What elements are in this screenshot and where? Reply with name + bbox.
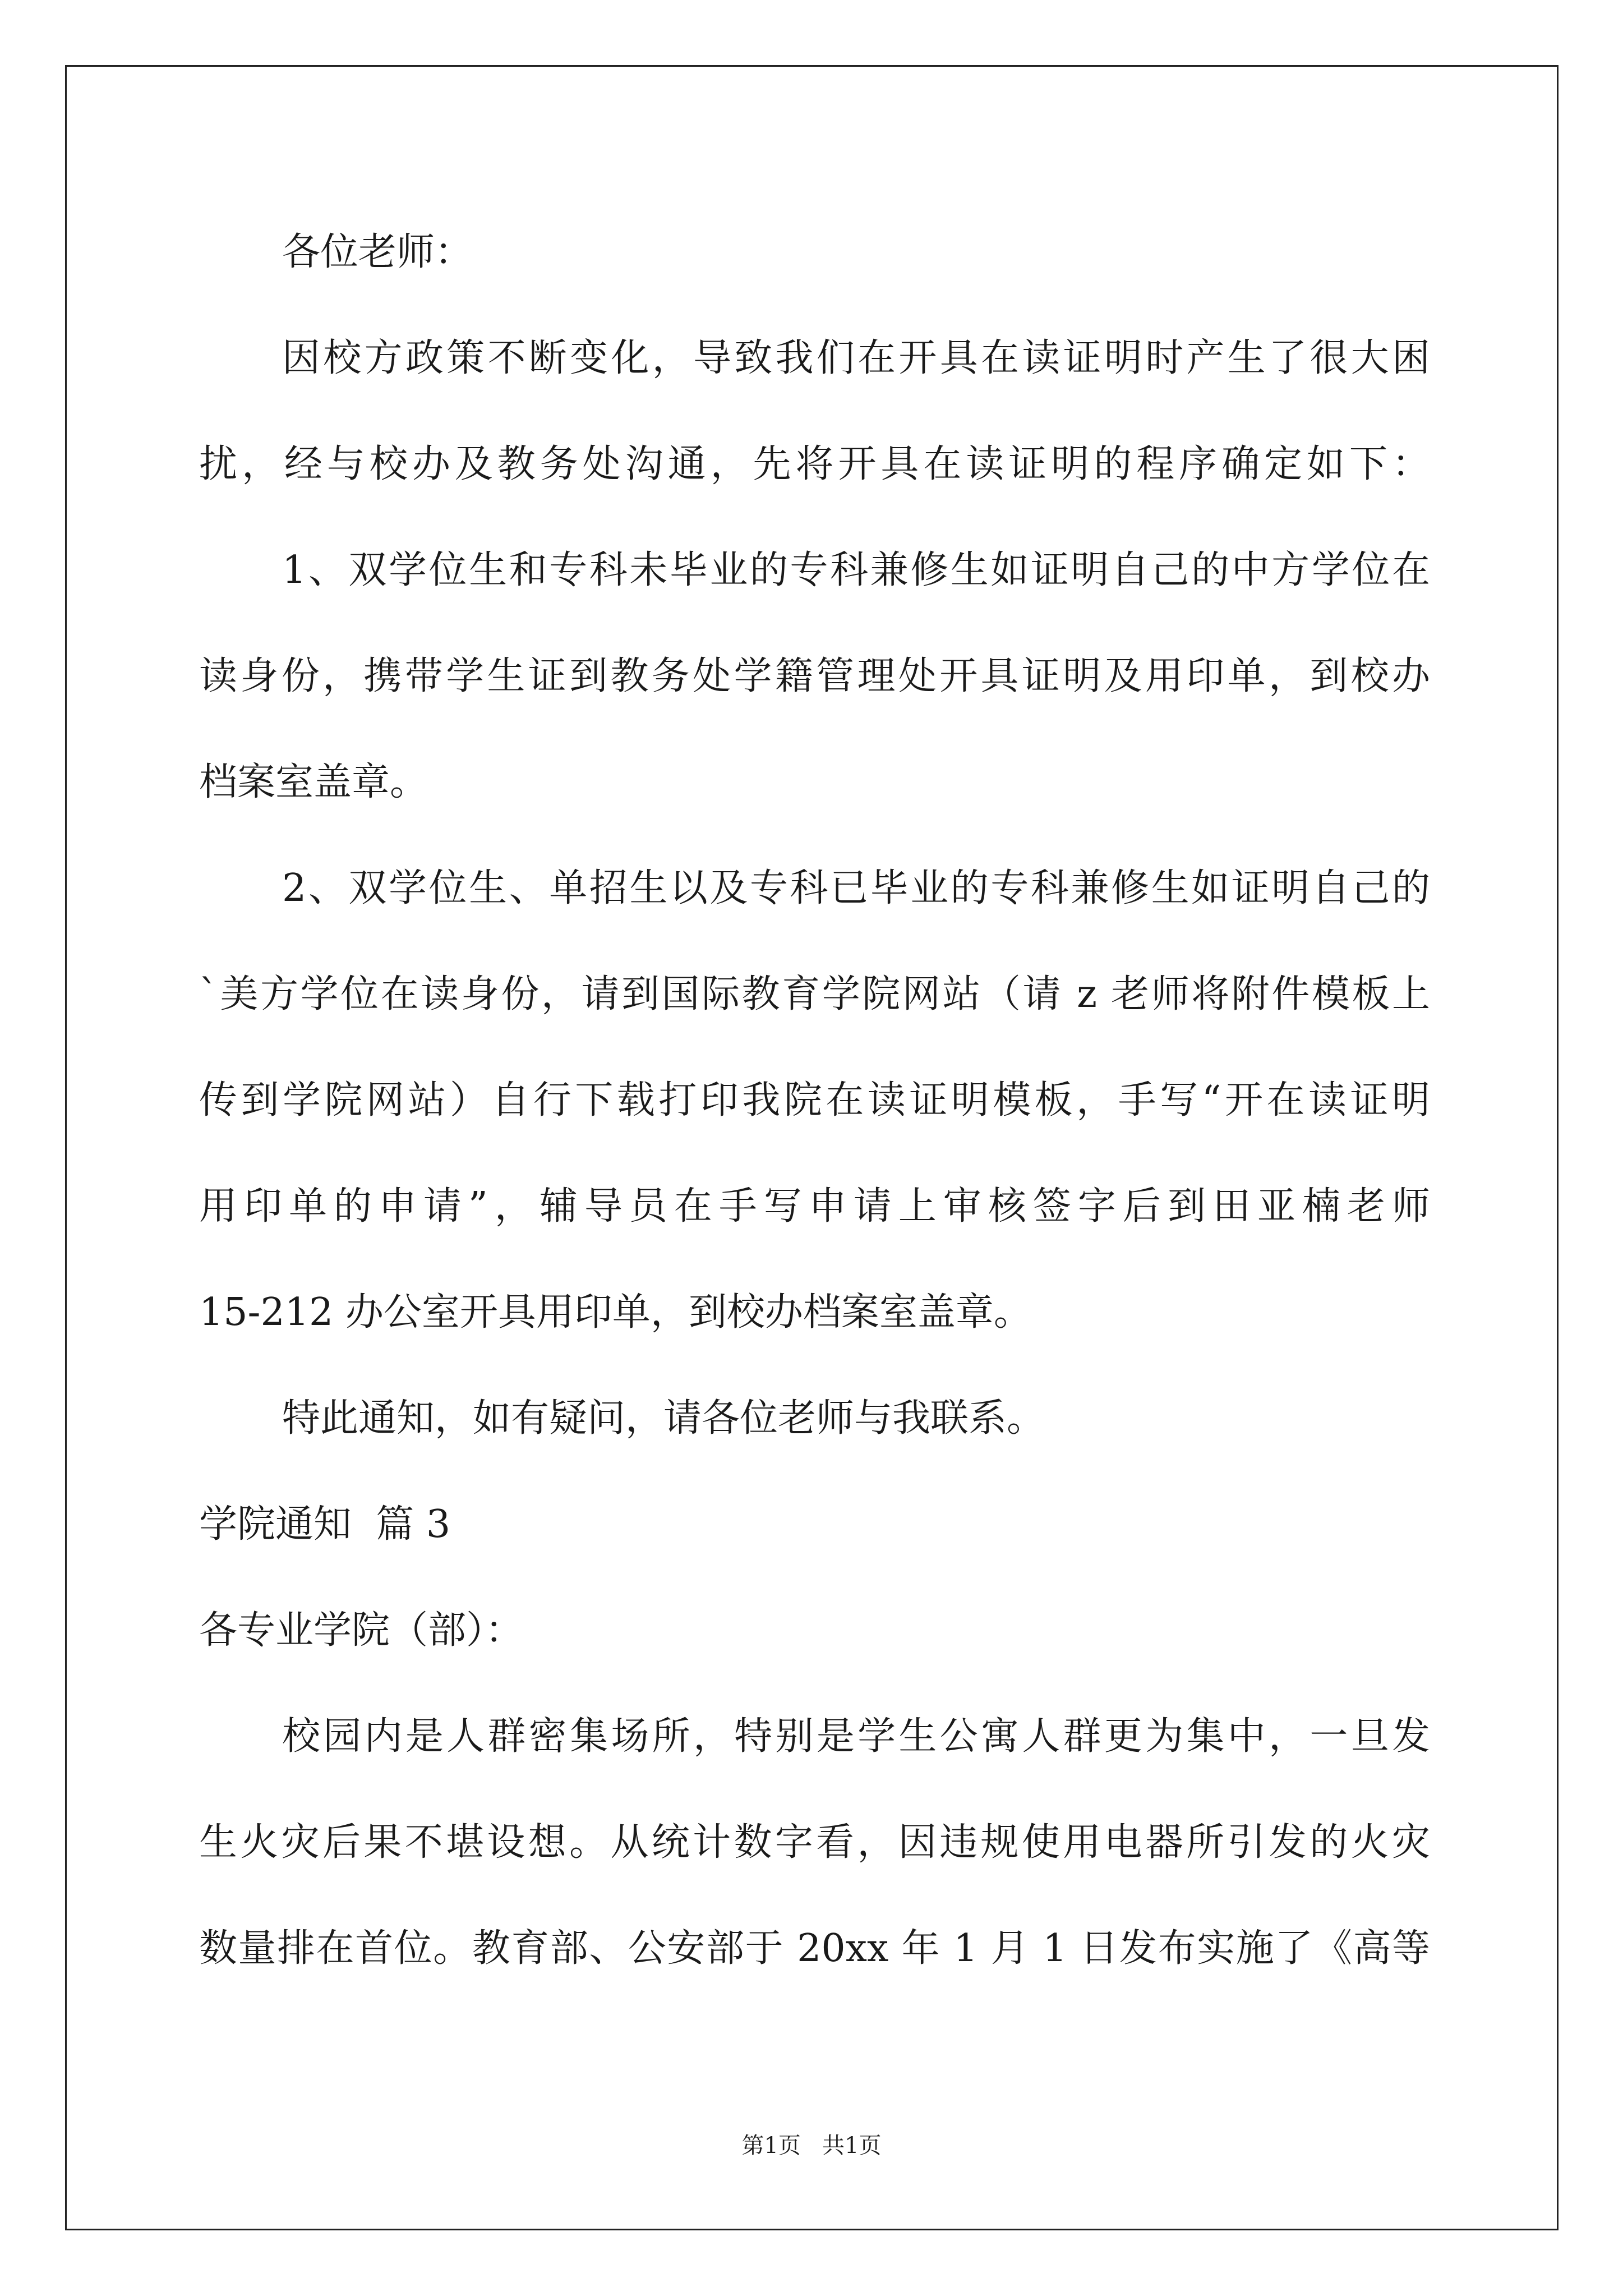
paragraph-line: 扰，经与校办及教务处沟通，先将开具在读证明的程序确定如下：: [199, 442, 1430, 486]
paragraph-line: 15-212 办公室开具用印单，到校办档案室盖章。: [199, 1290, 1032, 1335]
paragraph-line: 数量排在首位。教育部、公安部于 20xx 年 1 月 1 日发布实施了《高等: [199, 1926, 1430, 1971]
page-border: [65, 65, 1559, 2230]
section-heading: 学院通知 篇 3: [199, 1502, 451, 1547]
paragraph-line: 特此通知，如有疑问，请各位老师与我联系。: [282, 1396, 1045, 1441]
paragraph-line: 读身份，携带学生证到教务处学籍管理处开具证明及用印单，到校办: [199, 654, 1430, 698]
paragraph-line: 校园内是人群密集场所，特别是学生公寓人群更为集中，一旦发: [282, 1714, 1430, 1759]
paragraph-line: 传到学院网站）自行下载打印我院在读证明模板，手写“开在读证明: [199, 1078, 1430, 1122]
paragraph-line: 因校方政策不断变化，导致我们在开具在读证明时产生了很大困: [282, 336, 1430, 380]
paragraph-line: 生火灾后果不堪设想。从统计数字看，因违规使用电器所引发的火灾: [199, 1820, 1430, 1865]
paragraph-line: 档案室盖章。: [199, 760, 428, 804]
paragraph-line: 用印单的申请”，辅导员在手写申请上审核签字后到田亚楠老师: [199, 1184, 1430, 1228]
page-footer: 第1页 共1页: [741, 2133, 882, 2159]
addressee: 各专业学院（部）：: [199, 1608, 524, 1653]
paragraph-line: `美方学位在读身份，请到国际教育学院网站（请 z 老师将附件模板上: [199, 972, 1430, 1016]
salutation: 各位老师：: [282, 230, 473, 274]
paragraph-line: 2、双学位生、单招生以及专科已毕业的专科兼修生如证明自己的: [282, 866, 1430, 910]
paragraph-line: 1、双学位生和专科未毕业的专科兼修生如证明自己的中方学位在: [282, 548, 1430, 592]
